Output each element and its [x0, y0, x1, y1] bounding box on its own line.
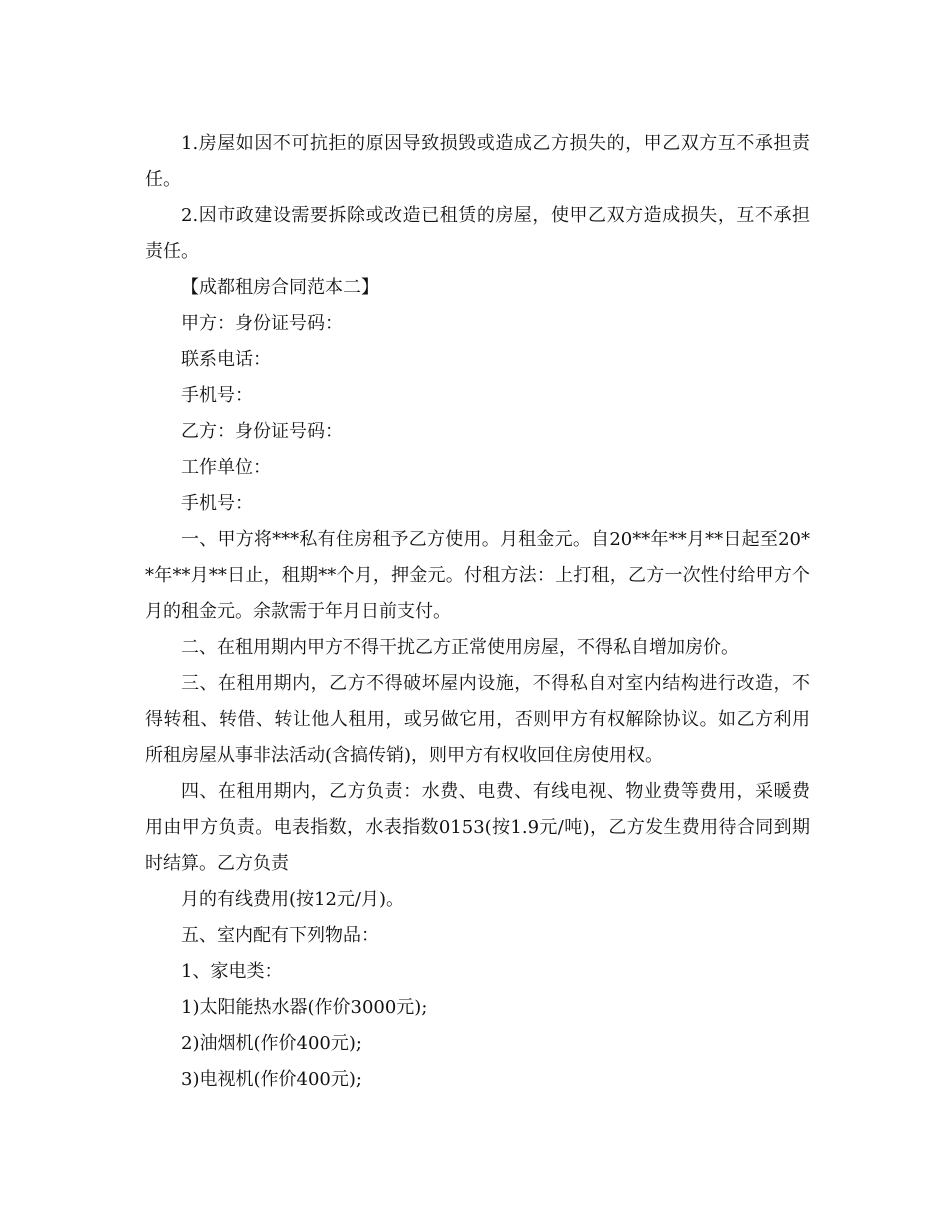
party-b-mobile-line: 手机号：: [181, 493, 253, 514]
list-item-range-hood: 2)油烟机(作价400元);: [181, 1033, 362, 1054]
party-a-id-line: 甲方：身份证号码：: [181, 313, 343, 334]
document-page: [145, 126, 810, 1098]
work-unit-line: 工作单位：: [181, 457, 271, 478]
clause-3-tenant-obligations: 三、在租用期内，乙方不得破坏屋内设施，不得私自对室内结构进行改造，不得转租、转借、转让他人租用，或另做它用，否则甲方有权解除协议。如乙方利用所租房屋从事非法活动(含搞传销)，则甲方有权收回住房使用权。: [145, 673, 810, 766]
paragraph-force-majeure: 1.房屋如因不可抗拒的原因导致损毁或造成乙方损失的，甲乙双方互不承担责任。: [145, 133, 810, 190]
cable-fee-line: 月的有线费用(按12元/月)。: [181, 889, 405, 910]
party-a-mobile-line: 手机号：: [181, 385, 253, 406]
appliances-heading: 1、家电类：: [181, 961, 283, 982]
list-item-tv: 3)电视机(作价400元);: [181, 1069, 362, 1090]
contact-phone-line: 联系电话：: [181, 349, 271, 370]
list-item-water-heater: 1)太阳能热水器(作价3000元);: [181, 997, 428, 1018]
clause-4-utilities: 四、在租用期内，乙方负责：水费、电费、有线电视、物业费等费用，采暖费用由甲方负责。电表指数，水表指数0153(按1.9元/吨)，乙方发生费用待合同到期时结算。乙方负责: [145, 781, 810, 874]
party-b-id-line: 乙方：身份证号码：: [181, 421, 343, 442]
clause-1-rent-terms: 一、甲方将***私有住房租予乙方使用。月租金元。自20**年**月**日起至20**年**月**日止，租期**个月，押金元。付租方法：上打租，乙方一次性付给甲方个月的租金元。余款需于年月日前支付。: [145, 529, 810, 622]
clause-5-furnishings: 五、室内配有下列物品：: [181, 925, 379, 946]
clause-2-no-interference: 二、在租用期内甲方不得干扰乙方正常使用房屋，不得私自增加房价。: [181, 637, 739, 658]
paragraph-municipal-demolition: 2.因市政建设需要拆除或改造已租赁的房屋，使甲乙双方造成损失，互不承担责任。: [145, 205, 810, 262]
section-heading: 【成都租房合同范本二】: [181, 277, 379, 298]
